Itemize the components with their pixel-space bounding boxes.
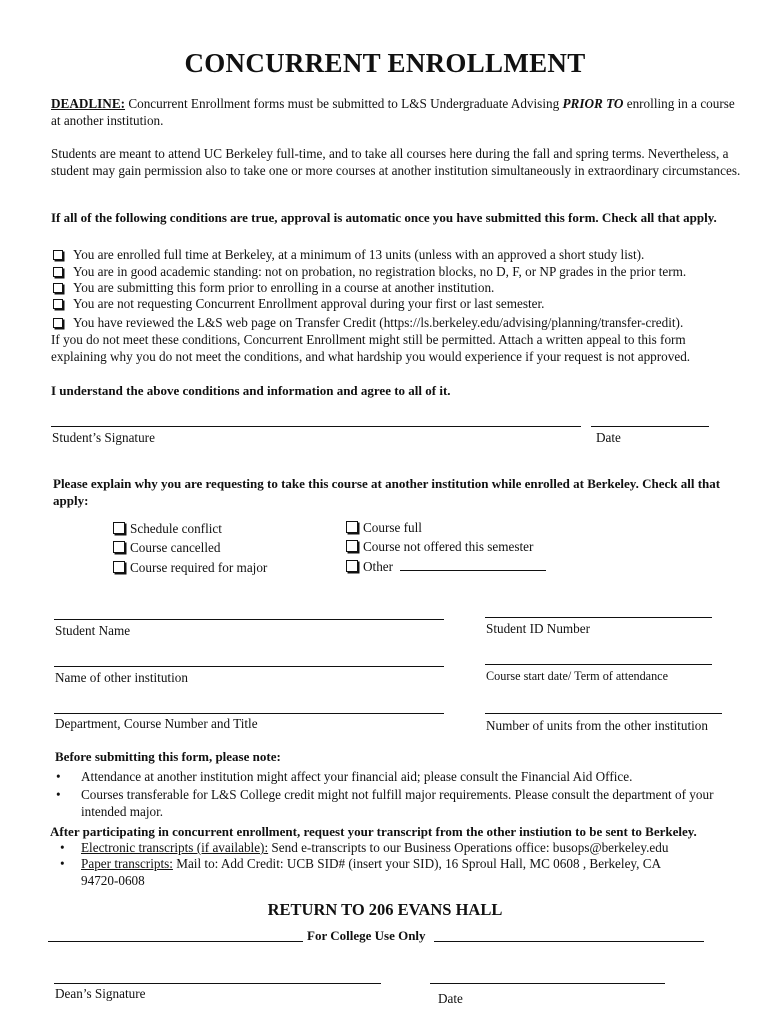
condition-checkbox[interactable] — [53, 318, 63, 328]
deadline-text: Concurrent Enrollment forms must be submitted to L&S Undergraduate Advising — [125, 96, 563, 111]
units-line[interactable] — [485, 713, 722, 714]
reason-course-cancelled[interactable]: Course cancelled — [113, 538, 220, 558]
other-institution-label: Name of other institution — [55, 670, 188, 685]
return-address: RETURN TO 206 EVANS HALL — [267, 900, 503, 919]
deadline-label: DEADLINE: — [51, 96, 126, 111]
condition-item[interactable] — [53, 264, 753, 281]
condition-text: You have reviewed the L&S web page on Transfer Credit (https://ls.berkeley.edu/advising/planning/transfer-credit). — [73, 315, 684, 330]
course-info-label: Department, Course Number and Title — [55, 716, 258, 731]
other-institution-line[interactable] — [54, 666, 444, 667]
bullet: • — [60, 840, 65, 855]
electronic-transcripts-label: Electronic transcripts (if available): — [81, 840, 269, 855]
dean-date-label: Date — [438, 991, 463, 1006]
reason-checkbox[interactable] — [346, 540, 358, 552]
condition-checkbox[interactable] — [53, 267, 63, 277]
student-name-label: Student Name — [55, 623, 131, 638]
dean-date-line[interactable] — [430, 983, 665, 984]
condition-text: You are in good academic standing: not on probation, no registration blocks, no D, F, or NP grades in the prior term. — [73, 264, 687, 279]
reasons-heading: Please explain why you are requesting to take this course at another institution while enrolled at Berkeley. Check all that apply: — [53, 476, 721, 508]
condition-item[interactable] — [53, 296, 753, 313]
deadline-paragraph — [51, 95, 741, 129]
course-info-line[interactable] — [54, 713, 444, 714]
intro-paragraph: Students are meant to attend UC Berkeley full-time, and to take all courses here during the fall and spring terms. Nevertheless, a student may gain permission also to take one or more courses at another institution simultaneously in extraordinary circumstances. — [51, 146, 741, 178]
note-text: Attendance at another institution might affect your financial aid; please consult the Financial Aid Office. — [81, 769, 633, 784]
reason-not-offered[interactable]: Course not offered this semester — [346, 537, 533, 557]
reason-course-required[interactable]: Course required for major — [113, 558, 267, 578]
dean-signature-line[interactable] — [54, 983, 381, 984]
note-heading: Before submitting this form, please note: — [55, 749, 281, 764]
college-use-line-left — [48, 941, 303, 942]
paper-transcripts-text: Mail to: Add Credit: UCB SID# (insert your SID), 16 Sproul Hall, MC 0608 , Berkeley, CA 94720-0608 — [81, 856, 661, 888]
deadline-emphasis: PRIOR TO — [562, 96, 624, 111]
condition-item[interactable] — [53, 315, 753, 332]
reason-checkbox[interactable] — [346, 521, 358, 533]
condition-item[interactable] — [53, 280, 753, 297]
condition-checkbox[interactable] — [53, 299, 63, 309]
student-signature-line[interactable] — [51, 426, 581, 427]
condition-text: You are enrolled full time at Berkeley, at a minimum of 13 units (unless with an approved a short study list). — [73, 247, 645, 262]
student-id-line[interactable] — [485, 617, 712, 618]
reason-schedule-conflict[interactable]: Schedule conflict — [113, 519, 222, 539]
college-use-label: For College Use Only — [307, 928, 426, 943]
course-start-label: Course start date/ Term of attendance — [486, 669, 669, 683]
reason-course-full[interactable]: Course full — [346, 518, 422, 538]
paper-transcripts-label: Paper transcripts: — [81, 856, 173, 871]
note-item — [56, 786, 736, 820]
agreement-statement: I understand the above conditions and information and agree to all of it. — [51, 383, 451, 398]
condition-text: You are submitting this form prior to enrolling in a course at another institution. — [73, 280, 495, 295]
deadline-text-after: enrolling in a course at another institution. — [51, 96, 735, 128]
reason-checkbox[interactable] — [113, 522, 125, 534]
condition-item[interactable] — [53, 247, 753, 264]
student-name-line[interactable] — [54, 619, 444, 620]
course-start-line[interactable] — [485, 664, 712, 665]
reason-checkbox[interactable] — [113, 541, 125, 553]
condition-checkbox[interactable] — [53, 250, 63, 260]
bullet: • — [56, 769, 61, 784]
bullet: • — [56, 787, 61, 802]
bullet: • — [60, 856, 65, 871]
student-id-label: Student ID Number — [486, 621, 591, 636]
other-reason-line[interactable] — [400, 570, 546, 571]
condition-checkbox[interactable] — [53, 283, 63, 293]
student-date-line[interactable] — [591, 426, 709, 427]
appeal-paragraph: If you do not meet these conditions, Concurrent Enrollment might still be permitted. Attach a written appeal to this form explaining why you do not meet the conditions, and what hardship you would experience if your request is not approved. — [51, 332, 691, 364]
condition-text: You are not requesting Concurrent Enrollment approval during your first or last semester. — [73, 296, 545, 311]
college-use-line-right — [434, 941, 704, 942]
student-date-label: Date — [596, 430, 621, 445]
note-text: Courses transferable for L&S College credit might not fulfill major requirements. Please consult the department of your intended major. — [81, 787, 714, 819]
conditions-heading: If all of the following conditions are true, approval is automatic once you have submitted this form. Check all that apply. — [51, 210, 717, 225]
dean-signature-label: Dean’s Signature — [55, 986, 146, 1001]
student-signature-label: Student’s Signature — [52, 430, 155, 445]
reason-checkbox[interactable] — [346, 560, 358, 572]
electronic-transcripts-text: Send e-transcripts to our Business Operations office: busops@berkeley.edu — [268, 840, 669, 855]
transcript-item — [60, 840, 740, 857]
transcript-item — [60, 856, 700, 889]
units-label: Number of units from the other institution — [486, 718, 708, 733]
reason-other[interactable]: Other — [346, 557, 546, 577]
after-heading: After participating in concurrent enrollment, request your transcript from the other instiution to be sent to Berkeley. — [50, 824, 697, 839]
note-item — [56, 768, 736, 785]
reason-checkbox[interactable] — [113, 561, 125, 573]
page-title: CONCURRENT ENROLLMENT — [184, 48, 586, 78]
